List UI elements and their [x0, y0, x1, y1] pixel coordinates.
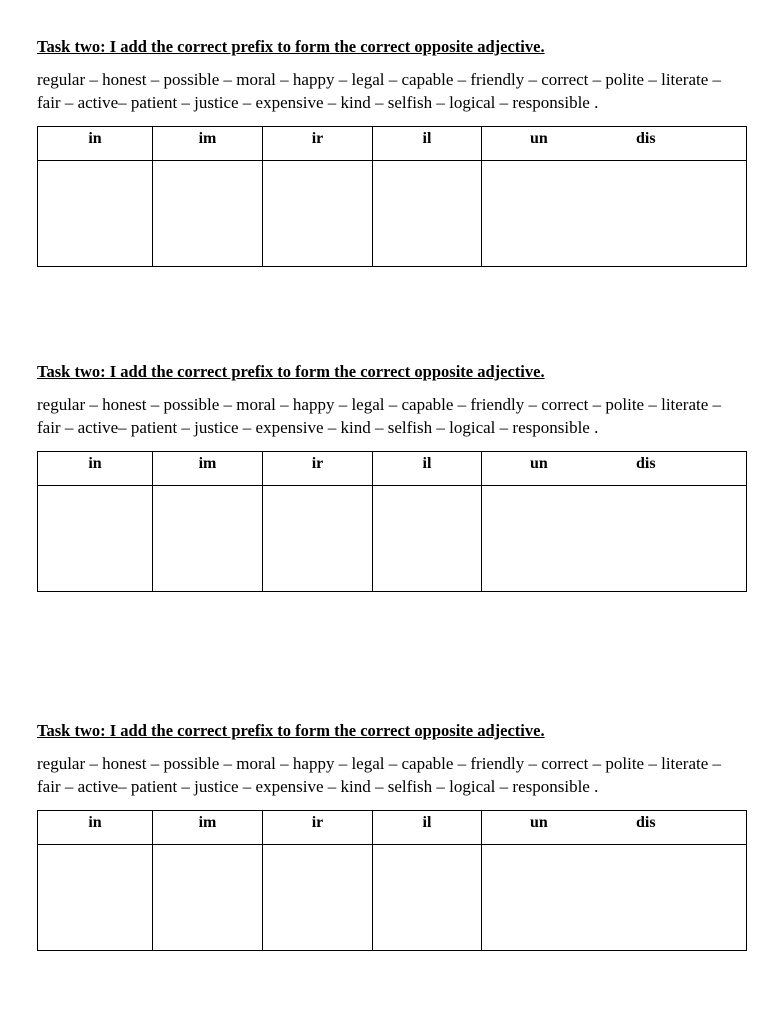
- word-list: regular – honest – possible – moral – happy – legal – capable – friendly – correct – polite – literate – fair – active– patient – justice – expensive – kind – selfish – logical – responsible .: [37, 754, 722, 796]
- header-dis: dis: [636, 814, 656, 831]
- task-title: Task two: I add the correct prefix to form the correct opposite adjective.: [37, 37, 545, 56]
- answer-cell-im[interactable]: [153, 486, 263, 592]
- answer-cell-im[interactable]: [153, 845, 263, 951]
- prefix-table: [37, 451, 747, 592]
- prefix-table: [37, 126, 747, 267]
- task-title: Task two: I add the correct prefix to form the correct opposite adjective.: [37, 721, 545, 740]
- answer-cell-ir[interactable]: [263, 486, 373, 592]
- answer-cell-il[interactable]: [373, 486, 482, 592]
- table-header-row: [38, 452, 747, 486]
- answer-cell-il[interactable]: [373, 845, 482, 951]
- header-ir: ir: [263, 452, 373, 486]
- header-im: im: [153, 127, 263, 161]
- answer-cell-un-dis[interactable]: [482, 845, 747, 951]
- task-block-2: [37, 362, 746, 592]
- header-un: un: [530, 130, 548, 147]
- answer-cell-ir[interactable]: [263, 845, 373, 951]
- task-title: Task two: I add the correct prefix to form the correct opposite adjective.: [37, 362, 545, 381]
- answer-row: [38, 486, 747, 592]
- header-in: in: [38, 452, 153, 486]
- header-in: in: [38, 127, 153, 161]
- word-list: regular – honest – possible – moral – happy – legal – capable – friendly – correct – polite – literate – fair – active– patient – justice – expensive – kind – selfish – logical – responsible .: [37, 395, 722, 437]
- header-dis: dis: [636, 130, 656, 147]
- header-ir: ir: [263, 811, 373, 845]
- task-block-1: [37, 37, 746, 267]
- answer-cell-im[interactable]: [153, 161, 263, 267]
- header-un-dis: [482, 127, 747, 161]
- task-block-3: [37, 721, 746, 951]
- header-un-dis: [482, 811, 747, 845]
- header-il: il: [373, 452, 482, 486]
- answer-cell-in[interactable]: [38, 161, 153, 267]
- answer-cell-in[interactable]: [38, 845, 153, 951]
- header-dis: dis: [636, 455, 656, 472]
- answer-cell-ir[interactable]: [263, 161, 373, 267]
- table-header-row: [38, 811, 747, 845]
- answer-cell-il[interactable]: [373, 161, 482, 267]
- header-im: im: [153, 811, 263, 845]
- answer-row: [38, 161, 747, 267]
- header-im: im: [153, 452, 263, 486]
- prefix-table: [37, 810, 747, 951]
- header-in: in: [38, 811, 153, 845]
- header-il: il: [373, 127, 482, 161]
- header-il: il: [373, 811, 482, 845]
- table-header-row: [38, 127, 747, 161]
- answer-cell-in[interactable]: [38, 486, 153, 592]
- header-un: un: [530, 814, 548, 831]
- header-un: un: [530, 455, 548, 472]
- header-un-dis: [482, 452, 747, 486]
- answer-row: [38, 845, 747, 951]
- answer-cell-un-dis[interactable]: [482, 161, 747, 267]
- header-ir: ir: [263, 127, 373, 161]
- answer-cell-un-dis[interactable]: [482, 486, 747, 592]
- word-list: regular – honest – possible – moral – happy – legal – capable – friendly – correct – polite – literate – fair – active– patient – justice – expensive – kind – selfish – logical – responsible .: [37, 70, 722, 112]
